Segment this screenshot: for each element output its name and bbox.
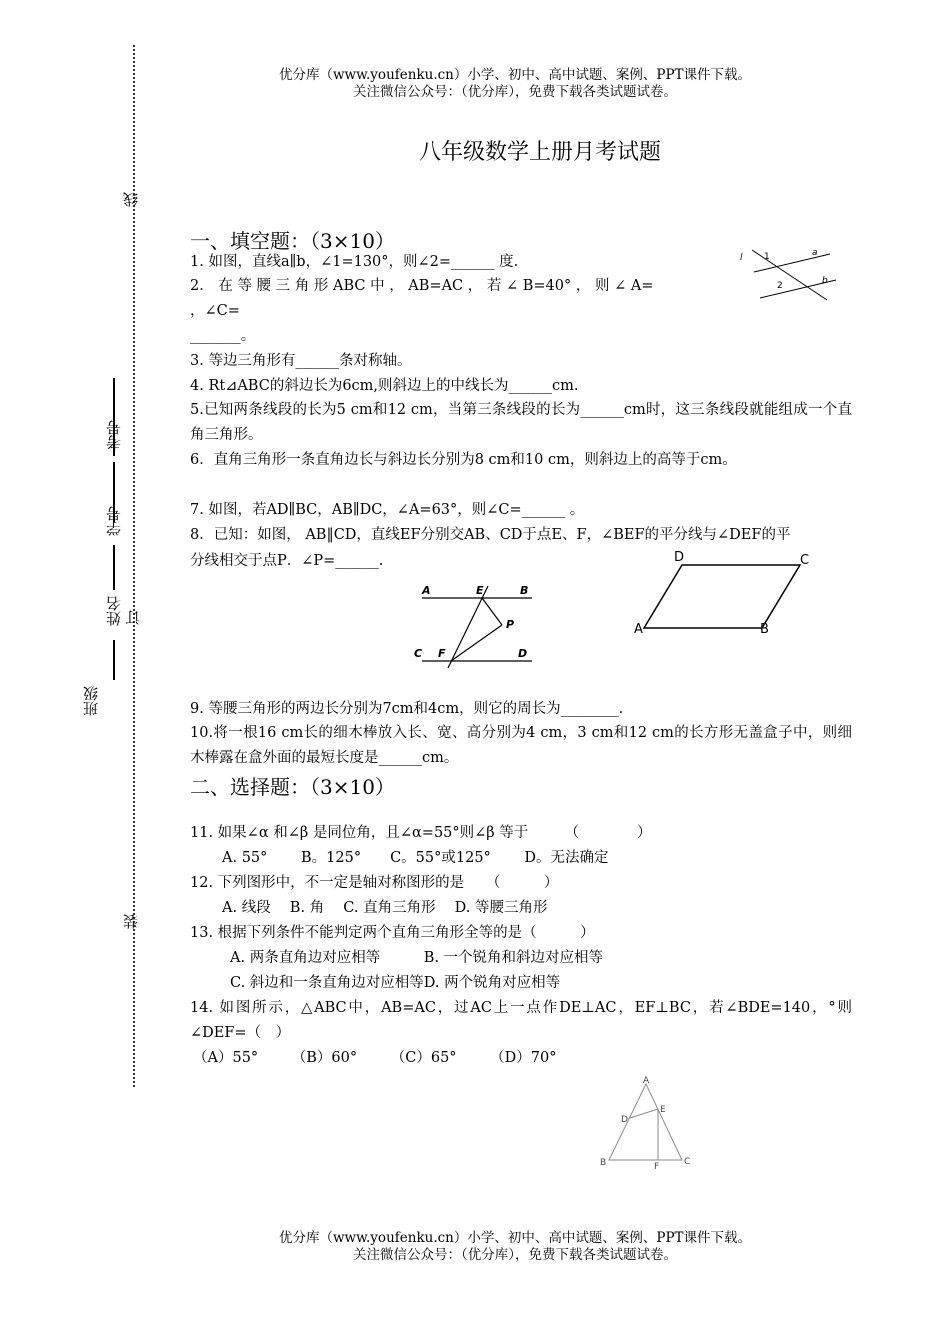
question-13-options-cd: C. 斜边和一条直角边对应相等D. 两个锐角对应相等 — [230, 975, 561, 991]
fig8-label-C: C — [414, 647, 423, 660]
banji-blank — [113, 640, 115, 680]
question-12-options: A. 线段 B. 角 C. 直角三角形 D. 等腰三角形 — [222, 900, 548, 916]
question-4: 4. Rt⊿ABC的斜边长为6cm,则斜边上的中线长为______cm. — [190, 378, 579, 394]
question-6: 6．直角三角形一条直角边长与斜边长分别为8 cm和10 cm，则斜边上的高等于cm。 — [190, 452, 737, 468]
question-13: 13. 根据下列条件不能判定两个直角三角形全等的是（ ） — [190, 925, 595, 941]
binding-label-zhuang: 装 — [122, 914, 140, 929]
para-label-A: A — [634, 622, 643, 637]
fig14-label-E: E — [660, 1105, 666, 1115]
header-line-1: 优分库（www.youfenku.cn）小学、初中、高中试题、案例、PPT课件下载。 — [278, 67, 752, 83]
header-line-2: 关注微信公众号：（优分库），免费下载各类试题试卷。 — [353, 84, 677, 100]
fig1-label-a: a — [812, 248, 818, 258]
fig14-label-D: D — [621, 1115, 628, 1125]
question-14: 14. 如图所示，△ABC中，AB=AC，过AC上一点作DE⊥AC，EF⊥BC，若∠BDE=140，°则∠DEF=（ ） — [190, 1000, 852, 1041]
page-title: 八年级数学上册月考试题 — [418, 140, 661, 165]
fig8-label-F: F — [438, 647, 446, 660]
triangle-ABC — [609, 1084, 682, 1160]
fig8-label-A: A — [422, 584, 431, 597]
para-label-D: D — [674, 550, 685, 565]
binding-label-xian: 线 — [122, 192, 140, 207]
fig14-label-A: A — [643, 1076, 650, 1086]
figure-bisectors — [410, 580, 545, 670]
fig1-label-2: 2 — [777, 281, 783, 291]
fig8-label-P: P — [506, 618, 515, 631]
fig1-label-l: l — [740, 253, 743, 263]
binding-label-kaohao: 考号 — [105, 420, 123, 450]
binding-label-xuehao: 学号 — [105, 506, 123, 536]
parallelogram-shape — [644, 565, 800, 628]
fig1-label-b: b — [822, 276, 828, 286]
segment-FP — [451, 625, 502, 661]
section1-heading: 一、填空题：（3×10） — [190, 229, 395, 253]
para-label-B: B — [760, 622, 769, 637]
xingming-blank — [113, 545, 115, 590]
question-3: 3. 等边三角形有______条对称轴。 — [190, 353, 412, 369]
segment-EP — [482, 598, 502, 625]
binding-label-xingming: 姓名 — [105, 596, 123, 626]
question-7: 7. 如图，若AD∥BC，AB∥DC，∠A=63°，则∠C=______ 。 — [190, 502, 585, 518]
section2-heading: 二、选择题：（3×10） — [190, 775, 395, 799]
footer-line-1: 优分库（www.youfenku.cn）小学、初中、高中试题、案例、PPT课件下载。 — [278, 1230, 752, 1246]
fig14-label-B: B — [600, 1158, 607, 1168]
question-2-line-1: 2． 在 等 腰 三 角 形 ABC 中 ， AB=AC ， 若 ∠ B=40° ， 则 ∠ A= — [190, 278, 654, 294]
segment-DE — [630, 1109, 658, 1118]
fig14-label-C: C — [684, 1157, 691, 1167]
para-label-C: C — [800, 553, 810, 568]
fig14-label-F: F — [654, 1162, 660, 1172]
fig8-label-D: D — [518, 647, 528, 660]
question-11: 11. 如果∠α 和∠β 是同位角，且∠α=55°则∠β 等于 （ ） — [190, 825, 652, 841]
question-14-options: （A）55° （B）60° （C）65° （D）70° — [193, 1050, 557, 1066]
question-10: 10.将一根16 cm长的细木棒放入长、宽、高分别为4 cm，3 cm和12 cm的长方形无盖盒子中，则细木棒露在盒外面的最短长度是______cm。 — [190, 725, 852, 766]
question-8-line-1: 8．已知：如图， AB‖CD，直线EF分别交AB、CD于点E、F，∠BEF的平分线与∠DEF的平 — [190, 527, 791, 543]
question-8-line-2: 分线相交于点P．∠P=______. — [190, 553, 384, 569]
question-2-line-3: _______。 — [190, 328, 256, 344]
figure-parallel-lines — [732, 245, 842, 305]
fig1-label-1: 1 — [764, 252, 770, 262]
binding-label-banji: 班级 — [82, 686, 100, 716]
question-9: 9. 等腰三角形的两边长分别为7cm和4cm，则它的周长为________. — [190, 701, 624, 717]
question-11-options: A. 55° B。125° C。55°或125° D。无法确定 — [222, 850, 609, 866]
footer-line-2: 关注微信公众号：（优分库），免费下载各类试题试卷。 — [353, 1247, 677, 1263]
question-12: 12. 下列图形中，不一定是轴对称图形的是 （ ） — [190, 875, 559, 891]
figure-parallelogram — [632, 545, 832, 640]
fig8-label-E: E — [476, 584, 484, 597]
question-13-options-ab: A. 两条直角边对应相等 B. 一个锐角和斜边对应相等 — [230, 950, 604, 966]
question-1: 1. 如图，直线a∥b，∠1=130°，则∠2=______ 度. — [190, 254, 519, 270]
question-2-line-2: ，∠C= — [190, 303, 240, 319]
fig8-label-B: B — [520, 584, 529, 597]
figure-isosceles-triangle — [592, 1072, 702, 1172]
binding-label-ding: 订 — [124, 610, 142, 625]
question-5: 5.已知两条线段的长为5 cm和12 cm，当第三条线段的长为______cm时，这三条线段就能组成一个直角三角形。 — [190, 402, 852, 443]
